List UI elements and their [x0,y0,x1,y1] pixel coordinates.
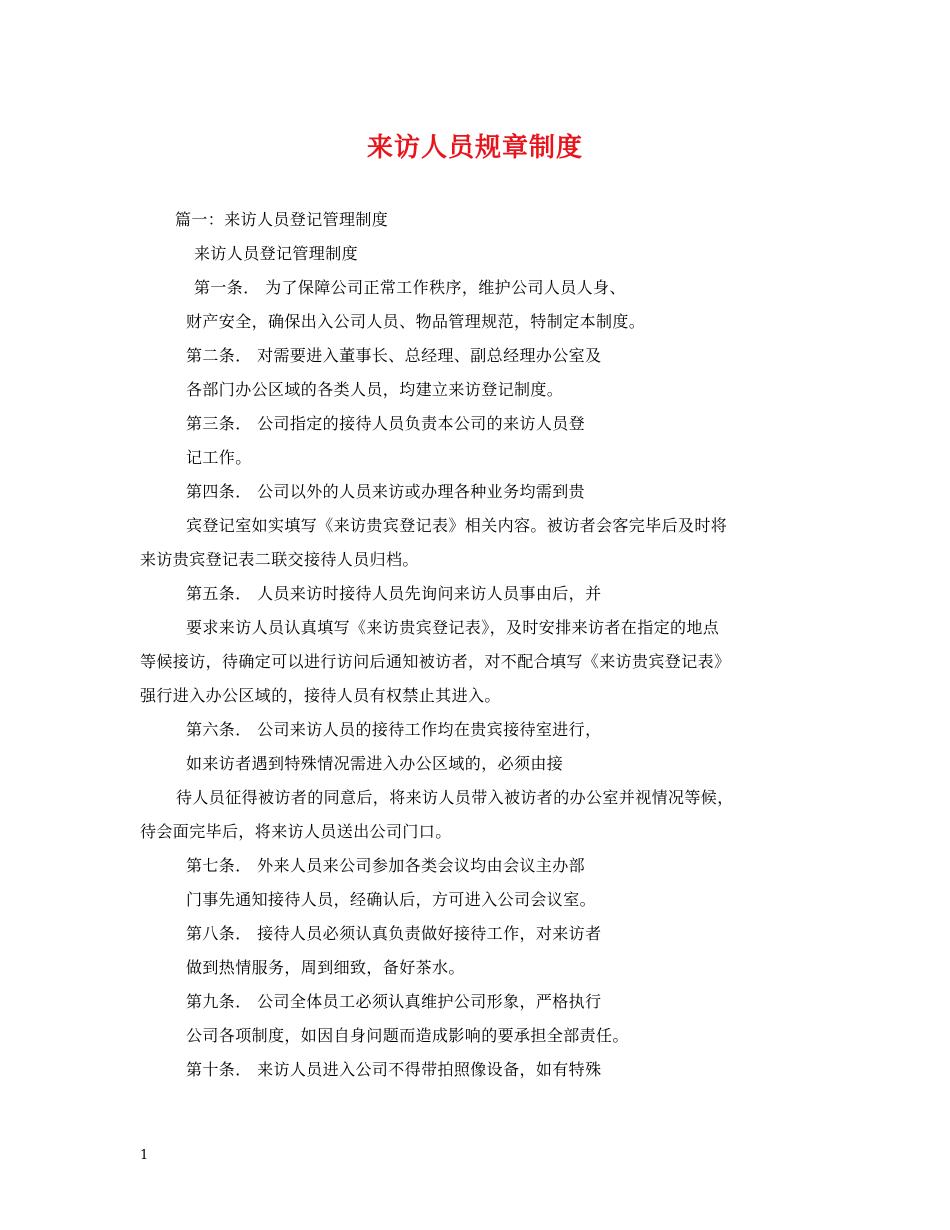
article-line: 公司各项制度，如因自身问题而造成影响的要承担全部责任。 [186,1026,629,1045]
article-line: 第二条． 对需要进入董事长、总经理、副总经理办公室及 [186,346,602,365]
article-line: 待会面完毕后，将来访人员送出公司门口。 [140,822,452,841]
article-line: 强行进入办公区域的，接待人员有权禁止其进入。 [140,686,501,705]
article-line: 第四条． 公司以外的人员来访或办理各种业务均需到贵 [186,482,586,501]
article-line: 第一条． 为了保障公司正常工作秩序，维护公司人员人身、 [194,278,626,297]
article-line: 财产安全，确保出入公司人员、物品管理规范，特制定本制度。 [186,312,646,331]
article-line: 各部门办公区域的各类人员，均建立来访登记制度。 [186,380,564,399]
article-line: 宾登记室如实填写《来访贵宾登记表》相关内容。被访者会客完毕后及时将 [186,516,728,535]
article-line: 如来访者遇到特殊情况需进入办公区域的，必须由接 [186,754,564,773]
article-line: 第三条． 公司指定的接待人员负责本公司的来访人员登 [186,414,586,433]
article-line: 做到热情服务，周到细致，备好茶水。 [186,958,465,977]
article-line: 第六条． 公司来访人员的接待工作均在贵宾接待室进行， [186,720,602,739]
page-number: 1 [140,1148,149,1163]
article-line: 第十条． 来访人员进入公司不得带拍照像设备，如有特殊 [186,1060,602,1079]
section-heading: 篇一：来访人员登记管理制度 [175,210,389,229]
article-line: 要求来访人员认真填写《来访贵宾登记表》，及时安排来访者在指定的地点 [186,618,720,637]
article-line: 待人员征得被访者的同意后，将来访人员带入被访者的办公室并视情况等候， [176,788,734,807]
article-line: 第五条． 人员来访时接待人员先询问来访人员事由后，并 [186,584,602,603]
document-title: 来访人员规章制度 [366,133,583,163]
article-line: 记工作。 [186,448,252,467]
subtitle: 来访人员登记管理制度 [194,244,359,263]
article-line: 第八条． 接待人员必须认真负责做好接待工作，对来访者 [186,924,602,943]
article-line: 第九条． 公司全体员工必须认真维护公司形象，严格执行 [186,992,602,1011]
article-line: 第七条． 外来人员来公司参加各类会议均由会议主办部 [186,856,586,875]
article-line: 等候接访，待确定可以进行访问后通知被访者，对不配合填写《来访贵宾登记表》 [140,652,731,671]
article-line: 来访贵宾登记表二联交接待人员归档。 [140,550,419,569]
article-line: 门事先通知接待人员，经确认后，方可进入公司会议室。 [186,890,597,909]
